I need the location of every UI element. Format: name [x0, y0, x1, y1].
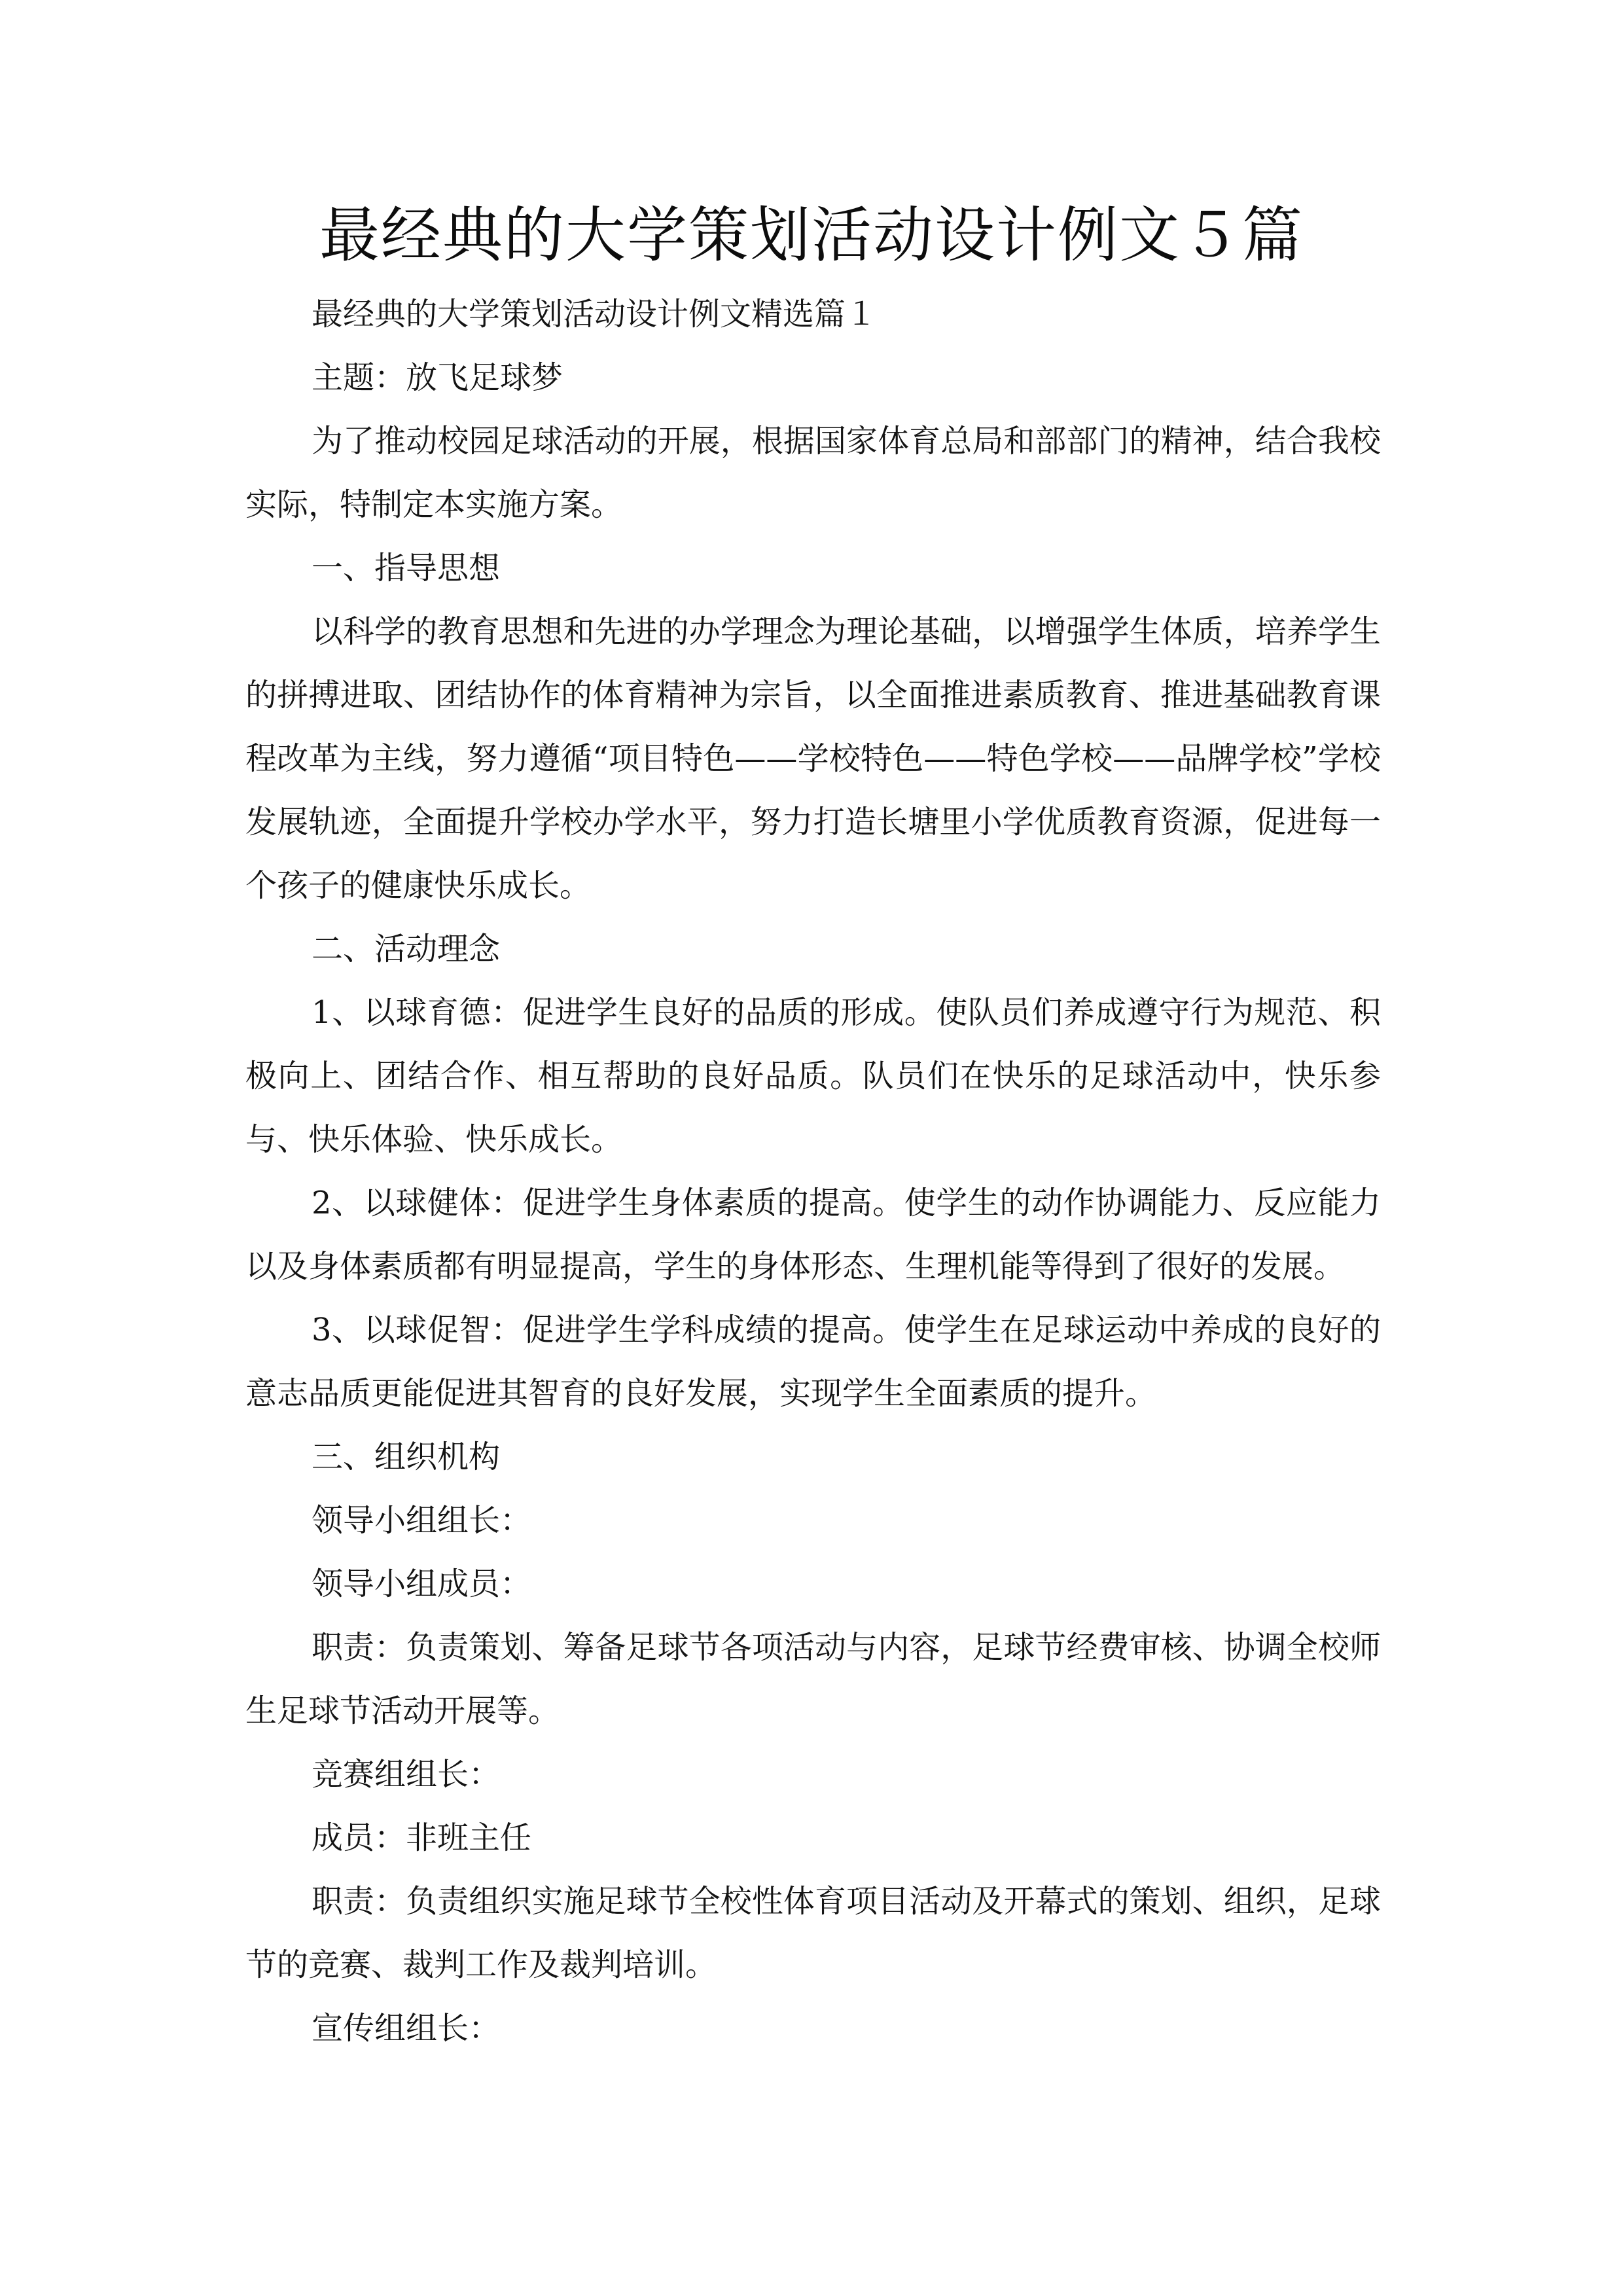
- concept-item-2: 2、以球健体：促进学生身体素质的提高。使学生的动作协调能力、反应能力以及身体素质都有明显提高，学生的身体形态、生理机能等得到了很好的发展。: [245, 1185, 1381, 1285]
- competition-group-members: 成员：非班主任: [312, 1820, 532, 1856]
- publicity-group-head: 宣传组组长：: [312, 2010, 501, 2047]
- concept-item-3: 3、以球促智：促进学生学科成绩的提高。使学生在足球运动中养成的良好的意志品质更能促进其智育的良好发展，实现学生全面素质的提升。: [245, 1312, 1381, 1412]
- section-heading-organization: 三、组织机构: [312, 1439, 501, 1475]
- intro-paragraph: 为了推动校园足球活动的开展，根据国家体育总局和部部门的精神，结合我校实际，特制定本实施方案。: [245, 423, 1381, 523]
- competition-group-duties: 职责：负责组织实施足球节全校性体育项目活动及开幕式的策划、组织，足球节的竞赛、裁判工作及裁判培训。: [245, 1883, 1381, 1983]
- subtitle-paragraph: 最经典的大学策划活动设计例文精选篇１: [312, 296, 878, 332]
- leader-group-head: 领导小组组长：: [312, 1502, 532, 1539]
- concept-item-1: 1、以球育德：促进学生良好的品质的形成。使队员们养成遵守行为规范、积极向上、团结合作、相互帮助的良好品质。队员们在快乐的足球活动中，快乐参与、快乐体验、快乐成长。: [245, 994, 1381, 1158]
- leader-group-members: 领导小组成员：: [312, 1566, 532, 1602]
- theme-paragraph: 主题：放飞足球梦: [312, 359, 563, 396]
- document-title: 最经典的大学策划活动设计例文５篇: [319, 200, 1304, 270]
- section-heading-activity-concept: 二、活动理念: [312, 931, 501, 967]
- competition-group-head: 竞赛组组长：: [312, 1756, 501, 1793]
- guiding-ideology-paragraph: 以科学的教育思想和先进的办学理念为理论基础，以增强学生体质，培养学生的拼搏进取、团结协作的体育精神为宗旨，以全面推进素质教育、推进基础教育课程改革为主线，努力遵循“项目特色——学校特色——特色学校——品牌学校”学校发展轨迹，全面提升学校办学水平，努力打造长塘里小学优质教育资源，促进每一个孩子的健康快乐成长。: [245, 613, 1381, 904]
- leader-group-duties: 职责：负责策划、筹备足球节各项活动与内容，足球节经费审核、协调全校师生足球节活动开展等。: [245, 1629, 1381, 1729]
- document-body: [245, 283, 1381, 2060]
- section-heading-guiding-ideology: 一、指导思想: [312, 550, 501, 586]
